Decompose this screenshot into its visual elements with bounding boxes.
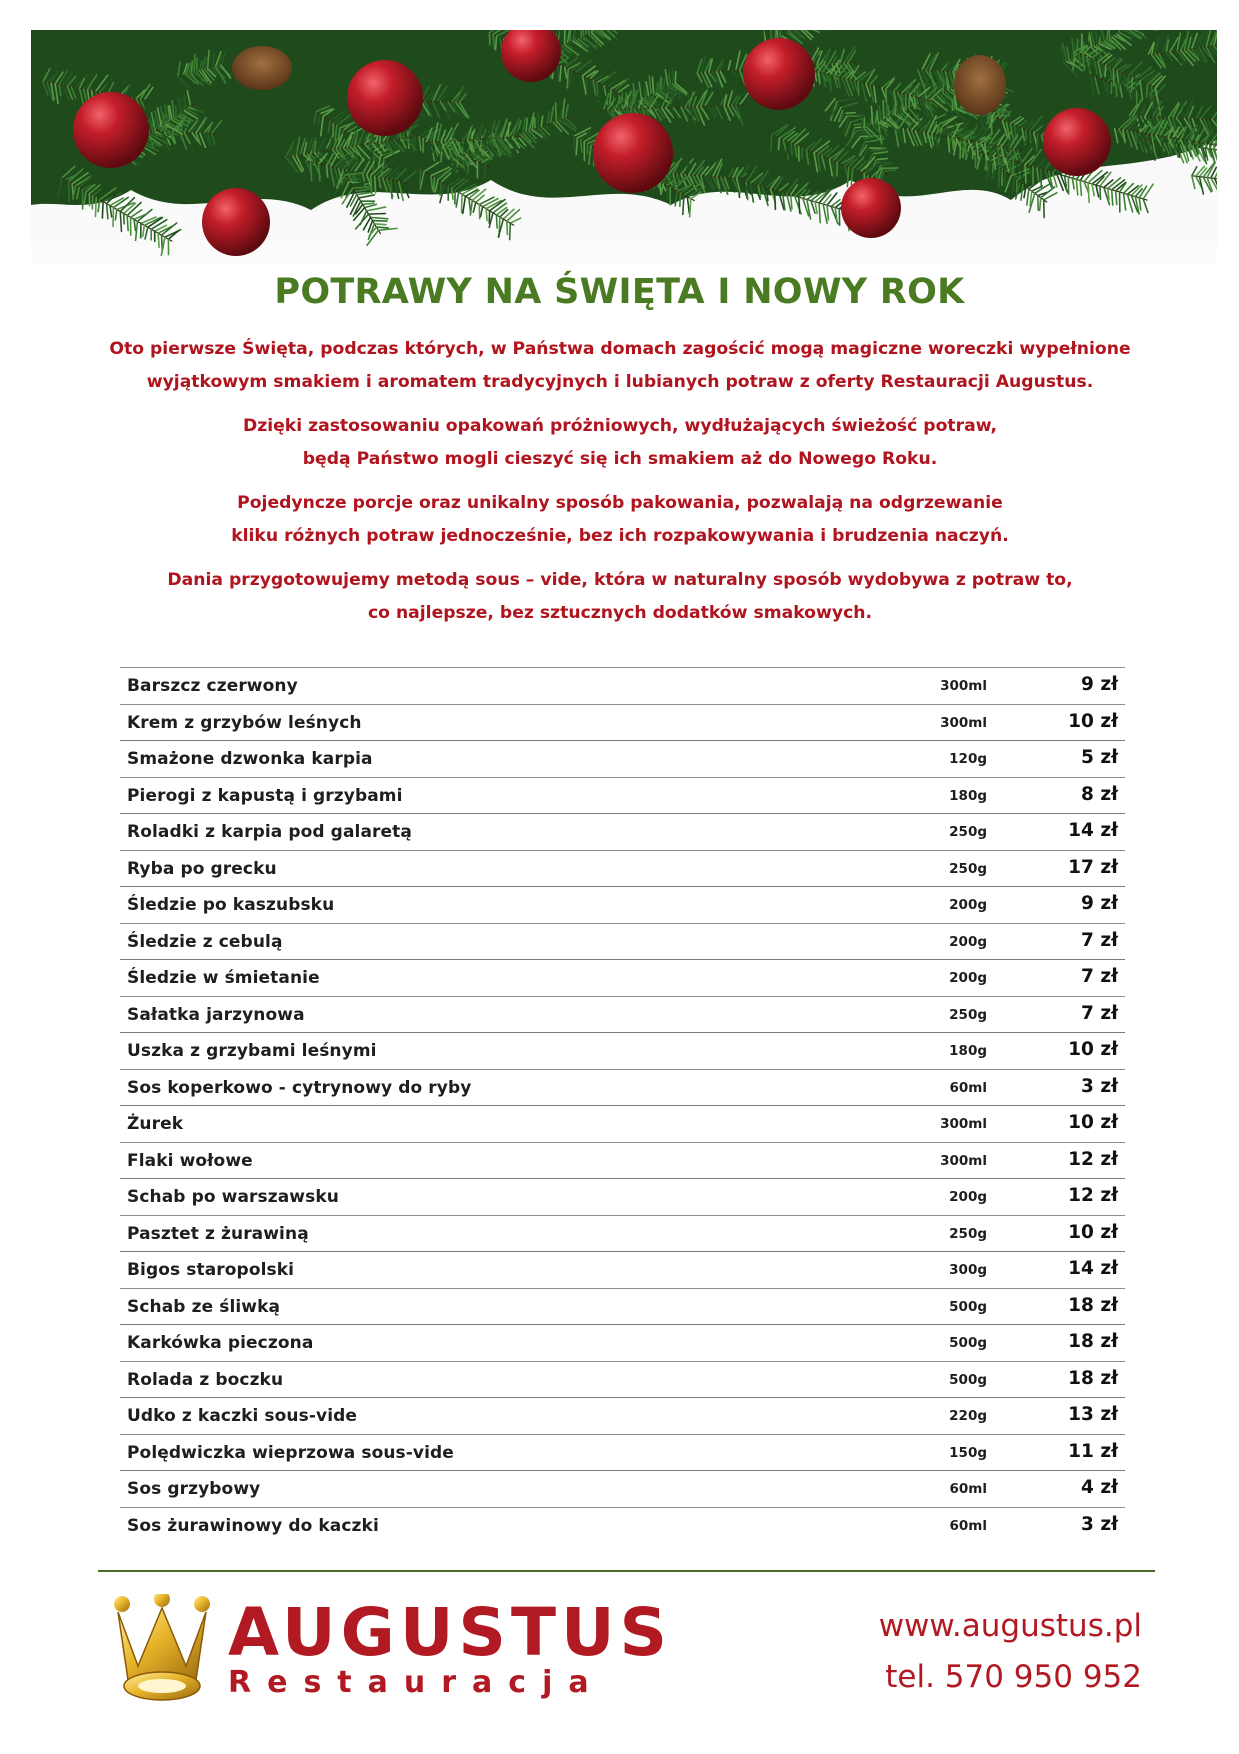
dish-price: 5 zł <box>1081 747 1118 768</box>
dish-portion: 300g <box>949 1262 987 1278</box>
dish-name: Śledzie po kaszubsku <box>127 895 335 915</box>
menu-row <box>120 1398 1125 1435</box>
dish-portion: 250g <box>949 860 987 877</box>
dish-name: Schab po warszawsku <box>127 1187 339 1207</box>
intro-line: Dzięki zastosowaniu opakowań próżniowych, wydłużających świeżość potraw, <box>242 416 998 436</box>
menu-row <box>120 1471 1125 1508</box>
menu-row <box>120 1289 1125 1326</box>
dish-portion: 60ml <box>949 1079 987 1096</box>
dish-name: Polędwiczka wieprzowa sous-vide <box>127 1442 454 1463</box>
dish-portion: 500g <box>949 1298 987 1315</box>
dish-name: Uszka z grzybami leśnymi <box>127 1041 377 1061</box>
dish-name: Schab ze śliwką <box>127 1296 281 1317</box>
menu-row <box>120 997 1125 1034</box>
dish-price: 3 zł <box>1081 1513 1118 1535</box>
dish-name: Śledzie z cebulą <box>127 931 283 952</box>
dish-price: 7 zł <box>1081 966 1118 987</box>
brand-subtitle: Restauracja <box>228 1665 605 1700</box>
menu-row <box>120 814 1125 851</box>
dish-price: 12 zł <box>1068 1185 1118 1206</box>
dish-price: 13 zł <box>1068 1404 1118 1425</box>
menu-row <box>120 960 1125 997</box>
menu-row <box>120 1143 1125 1180</box>
dish-name: Sos grzybowy <box>127 1479 261 1499</box>
dish-portion: 250g <box>949 1006 987 1023</box>
menu-row <box>120 1435 1125 1472</box>
dish-portion: 120g <box>949 751 987 767</box>
dish-portion: 300ml <box>940 1152 987 1169</box>
dish-name: Roladki z karpia pod galaretą <box>127 822 412 842</box>
dish-portion: 300ml <box>940 714 987 731</box>
dish-portion: 200g <box>949 1189 987 1205</box>
dish-name: Śledzie w śmietanie <box>127 968 320 988</box>
dish-name: Bigos staropolski <box>127 1260 295 1280</box>
menu-row <box>120 1362 1125 1399</box>
christmas-banner <box>31 30 1217 265</box>
dish-portion: 60ml <box>949 1517 987 1534</box>
dish-price: 12 zł <box>1068 1148 1118 1170</box>
dish-portion: 220g <box>949 1408 987 1424</box>
dish-price: 14 zł <box>1068 1258 1118 1279</box>
dish-name: Flaki wołowe <box>127 1150 253 1171</box>
intro-line: Dania przygotowujemy metodą sous – vide, która w naturalny sposób wydobywa z potraw to, <box>167 570 1073 590</box>
menu-row <box>120 887 1125 924</box>
dish-portion: 300ml <box>940 1116 987 1132</box>
dish-price: 18 zł <box>1068 1331 1118 1352</box>
menu-row <box>120 741 1125 778</box>
dish-price: 11 zł <box>1068 1440 1118 1462</box>
dish-portion: 200g <box>949 970 987 986</box>
dish-name: Sos żurawinowy do kaczki <box>127 1515 379 1536</box>
intro-line: Oto pierwsze Święta, podczas których, w Państwa domach zagościć mogą magiczne woreczki wypełnione <box>109 339 1131 359</box>
dish-name: Smażone dzwonka karpia <box>127 749 373 769</box>
dish-price: 9 zł <box>1081 893 1118 914</box>
dish-price: 10 zł <box>1068 710 1118 732</box>
intro-line: wyjątkowym smakiem i aromatem tradycyjnych i lubianych potraw z oferty Restauracji Augustus. <box>146 372 1094 392</box>
intro-line: co najlepsze, bez sztucznych dodatków smakowych. <box>367 603 873 623</box>
dish-name: Rolada z boczku <box>127 1369 284 1390</box>
dish-price: 17 zł <box>1068 856 1118 878</box>
menu-row <box>120 851 1125 888</box>
dish-price: 18 zł <box>1068 1367 1118 1389</box>
menu-row <box>120 1179 1125 1216</box>
dish-price: 7 zł <box>1081 1002 1118 1024</box>
dish-price: 7 zł <box>1081 929 1118 951</box>
dish-name: Sałatka jarzynowa <box>127 1004 305 1025</box>
dish-portion: 250g <box>949 824 987 840</box>
intro-line: będą Państwo mogli cieszyć się ich smakiem aż do Nowego Roku. <box>302 449 938 469</box>
intro-paragraph-1 <box>60 333 1180 399</box>
dish-name: Udko z kaczki sous-vide <box>127 1406 358 1426</box>
menu-row <box>120 668 1125 705</box>
dish-price: 10 zł <box>1068 1039 1118 1060</box>
phone-number[interactable]: tel. 570 950 952 <box>885 1659 1142 1695</box>
menu-row <box>120 1033 1125 1070</box>
brand-name: AUGUSTUS <box>228 1594 673 1671</box>
menu-table <box>120 667 1125 1544</box>
dish-portion: 180g <box>949 1043 987 1059</box>
menu-row <box>120 1508 1125 1545</box>
dish-price: 10 zł <box>1068 1221 1118 1243</box>
menu-row <box>120 778 1125 815</box>
dish-name: Barszcz czerwony <box>127 676 298 696</box>
dish-name: Pasztet z żurawiną <box>127 1223 309 1244</box>
intro-line: kliku różnych potraw jednocześnie, bez ich rozpakowywania i brudzenia naczyń. <box>231 526 1009 546</box>
dish-price: 18 zł <box>1068 1294 1118 1316</box>
dish-name: Pierogi z kapustą i grzybami <box>127 785 403 806</box>
intro-paragraph-2 <box>60 410 1180 476</box>
dish-name: Ryba po grecku <box>127 858 277 879</box>
dish-portion: 200g <box>949 933 987 950</box>
dish-price: 10 zł <box>1068 1112 1118 1133</box>
dish-name: Sos koperkowo - cytrynowy do ryby <box>127 1077 472 1098</box>
intro-paragraph-3 <box>60 487 1180 553</box>
dish-price: 9 zł <box>1081 674 1118 695</box>
dish-portion: 300ml <box>940 678 987 694</box>
dish-portion: 180g <box>949 787 987 804</box>
dish-portion: 150g <box>949 1444 987 1461</box>
dish-name: Żurek <box>127 1114 184 1134</box>
dish-price: 3 zł <box>1081 1075 1118 1097</box>
menu-row <box>120 924 1125 961</box>
dish-portion: 500g <box>949 1335 987 1351</box>
website-link[interactable]: www.augustus.pl <box>878 1608 1142 1644</box>
menu-row <box>120 705 1125 742</box>
dish-price: 14 zł <box>1068 820 1118 841</box>
page-title: POTRAWY NA ŚWIĘTA I NOWY ROK <box>274 272 965 312</box>
dish-portion: 500g <box>949 1371 987 1388</box>
footer-divider <box>98 1570 1155 1572</box>
intro-line: Pojedyncze porcje oraz unikalny sposób pakowania, pozwalają na odgrzewanie <box>237 493 1003 513</box>
fir-branches-ornaments-image <box>31 30 1217 265</box>
dish-portion: 250g <box>949 1225 987 1242</box>
menu-row <box>120 1070 1125 1107</box>
menu-row <box>120 1325 1125 1362</box>
dish-name: Karkówka pieczona <box>127 1333 314 1353</box>
menu-row <box>120 1252 1125 1289</box>
dish-price: 4 zł <box>1081 1477 1118 1498</box>
dish-portion: 60ml <box>949 1481 987 1497</box>
dish-price: 8 zł <box>1081 783 1118 805</box>
dish-portion: 200g <box>949 897 987 913</box>
intro-paragraph-4 <box>60 564 1180 630</box>
menu-row <box>120 1216 1125 1253</box>
menu-row <box>120 1106 1125 1143</box>
dish-name: Krem z grzybów leśnych <box>127 712 362 733</box>
crown-icon <box>112 1594 212 1704</box>
